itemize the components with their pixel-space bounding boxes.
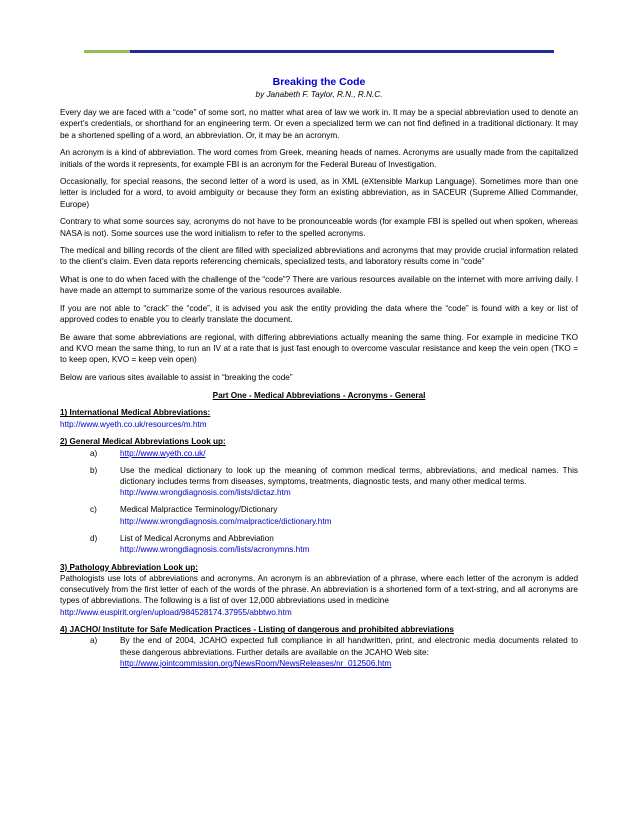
paragraph: An acronym is a kind of abbreviation. The word comes from Greek, meaning heads of names. Acronyms are usually made from the capitalized initials of the words it represents, for example FBI is an acronym for the Federal Bureau of Investigation. <box>60 148 578 169</box>
header-rule <box>130 50 554 53</box>
section-text: Pathologists use lots of abbreviations and acronyms. An acronym is an abbreviation of a phrase, where each letter of the acronym is added consecutively from the first letter of each of the words of the phrase. An abbreviation is a shortened form of a text-string, and all acronyms are types of abbreviations. The following is a list of over 12,000 abbreviations used in medicine <box>60 573 578 606</box>
paragraph: Contrary to what some sources say, acronyms do not have to be pronounceable words (for example FBI is spelled out when spoken, whereas NASA is not). Some sources use the word initialism to refer to the spelled acronyms. <box>60 217 578 238</box>
list-item-label: c) <box>90 505 97 515</box>
header-rule-accent <box>84 50 130 53</box>
list-item <box>60 533 578 555</box>
list-item-link[interactable]: http://www.wrongdiagnosis.com/lists/dictaz.htm <box>120 488 291 498</box>
section-pathology-abbreviations <box>60 562 578 618</box>
section-link[interactable]: http://www.wyeth.co.uk/resources/m.htm <box>60 419 207 429</box>
paragraph: Occasionally, for special reasons, the second letter of a word is used, as in XML (eXtensible Markup Language). Sometimes more than one letter is included for a word, to avoid ambiguity or because they form an existing abbreviation, as in SACEUR (Supreme Allied Commander, Europe) <box>60 177 578 209</box>
list-item-link[interactable]: http://www.wrongdiagnosis.com/lists/acronymns.htm <box>120 545 310 554</box>
section-heading: 4) JACHO/ Institute for Safe Medication Practices - Listing of dangerous and prohibited abbreviations <box>60 625 454 635</box>
section-general-abbreviations <box>60 436 578 555</box>
paragraph: The medical and billing records of the client are filled with specialized abbreviations and acronyms that may provide crucial information related to the client’s claim. Even data reports referencing chemicals, specialized tests, and laboratory results come in “code” <box>60 246 578 267</box>
paragraph: Every day we are faced with a “code” of some sort, no matter what area of law we work in. It may be a special abbreviation used to denote an expert’s credentials, or shorthand for an engineering term. Or even a specialized term we can not find defined in a traditional dictionary. It may be a shortened spelling of a word, an abbreviation. Or, it may be an acronym. <box>60 108 578 140</box>
section-heading: 2) General Medical Abbreviations Look up: <box>60 437 226 447</box>
section-link[interactable]: http://www.euspirit.org/en/upload/984528174.37955/abbtwo.htm <box>60 607 292 617</box>
list-item <box>60 465 578 499</box>
list-item-text: Use the medical dictionary to look up the meaning of common medical terms, abbreviations, and medical names. This dictionary includes terms from diseases, symptoms, treatments, diagnostic tests, and many other medical terms. <box>120 465 578 486</box>
list-item-text: Medical Malpractice Terminology/Dictionary <box>120 505 278 515</box>
section-international-abbreviations <box>60 407 578 429</box>
list-item-text: List of Medical Acronyms and Abbreviation <box>120 533 274 543</box>
list-item <box>60 504 578 526</box>
section-dangerous-abbreviations <box>60 624 578 669</box>
document-title: Breaking the Code <box>272 76 366 88</box>
list-item-link[interactable]: http://www.jointcommission.org/NewsRoom/NewsReleases/nr_012506.htm <box>120 658 392 668</box>
list-item-label: a) <box>90 448 98 458</box>
list-item-label: a) <box>90 636 98 646</box>
paragraph: What is one to do when faced with the challenge of the “code”? There are various resources available on the internet with more arriving daily. I have made an attempt to summarize some of the various resources available. <box>60 275 578 296</box>
list-item <box>60 635 578 669</box>
section-heading: 1) International Medical Abbreviations: <box>60 408 211 418</box>
list-item-link[interactable]: http://www.wrongdiagnosis.com/malpractice/dictionary.htm <box>120 516 332 526</box>
author-byline: by Janabeth F. Taylor, R.N., R.N.C. <box>255 90 383 99</box>
list-item <box>60 448 578 459</box>
list-item-link[interactable]: http://www.wyeth.co.uk/ <box>120 448 206 458</box>
section-heading: 3) Pathology Abbreviation Look up: <box>60 562 198 572</box>
list-item-label: d) <box>90 533 98 543</box>
paragraph: Below are various sites available to assist in “breaking the code” <box>60 373 293 383</box>
list-item-label: b) <box>90 465 98 475</box>
part-one-heading: Part One - Medical Abbreviations - Acronyms - General <box>212 390 426 400</box>
document-page <box>60 76 578 676</box>
paragraph: If you are not able to “crack” the “code”, it is advised you ask the entity providing the data where the “code” is found with a key or list of approved codes to enable you to clearly translate the document. <box>60 304 578 325</box>
paragraph: Be aware that some abbreviations are regional, with differing abbreviations actually meaning the same thing. For example in medicine TKO and KVO mean the same thing, to run an IV at a rate that is just fast enough to overcome vascular resistance and keep the vein open (TKO = to keep open, KVO = keep vein open) <box>60 332 578 365</box>
list-item-text: By the end of 2004, JCAHO expected full compliance in all handwritten, print, and electronic media documents related to these dangerous abbreviations. Further details are available on the JCAHO Web site: <box>120 636 578 657</box>
